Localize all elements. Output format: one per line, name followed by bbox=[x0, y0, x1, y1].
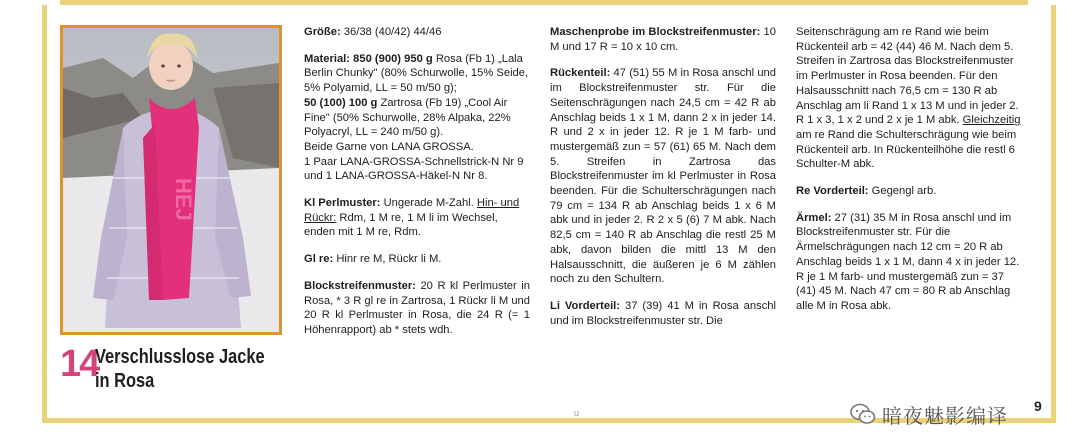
wechat-icon bbox=[850, 403, 876, 425]
pattern-title-line2: in Rosa bbox=[95, 370, 155, 392]
left-front-paragraph: Li Vorderteil: 37 (39) 41 M in Rosa anschl und im Blockstreifenmuster str. Die bbox=[550, 299, 777, 327]
watermark-text: 暗夜魅影编译 bbox=[882, 403, 1008, 428]
text-column-2 bbox=[550, 25, 776, 340]
text-column-3 bbox=[796, 25, 1022, 326]
perl-pattern-paragraph: Kl Perlmuster: Ungerade M-Zahl. Hin- und Rückr: Rdm, 1 M re, 1 M li im Wechsel, enden mit 1 M re, Rdm. bbox=[304, 197, 520, 239]
block-stripe-paragraph: Blockstreifenmuster: 20 R kl Perlmuster in Rosa, * 3 R gl re in Zartrosa, 1 Rückr li M und 20 R kl Perlmuster in Rosa, die 24 R (= 1 Höhenrapport) ab * stets wdh. bbox=[304, 279, 530, 336]
material-paragraph: Material: 850 (900) 950 g Rosa (Fb 1) „Lala Berlin Chunky" (80% Schurwolle, 15% Seide, 5% Polyamid, LL = 50 m/50 g); 50 (100) 100 g Zartrosa (Fb 19) „Cool Air Fine" (50% Schurwolle, 28% Alpaka, 22% Polyacryl, LL = 240 m/50 g). Beide Garne von LANA GROSSA. 1 Paar LANA-GROSSA-Schnellstrick-N Nr 9 und 1 LANA-GROSSA-Häkel-N Nr 8. bbox=[304, 52, 529, 183]
text-column-1 bbox=[304, 25, 530, 350]
model-photo bbox=[60, 25, 282, 335]
pattern-title-line1: Verschlusslose Jacke bbox=[95, 346, 265, 368]
pattern-number: 14 bbox=[60, 343, 99, 385]
gauge-paragraph: Maschenprobe im Blockstreifenmuster: 10 M und 17 R = 10 x 10 cm. bbox=[550, 26, 776, 53]
left-front-continued-paragraph: Seitenschrägung am re Rand wie beim Rückenteil arb = 42 (44) 46 M. Nach dem 5. Streifen in Zartrosa das Blockstreifenmuster im Perlmuster in Rosa beenden. Für den Halsausschnitt nach 76,5 cm = 130 R ab Anschlag am li Rand 1 x 13 M und in jeder 2. R 1 x 3, 1 x 2 und 2 x je 1 M abk. Gleichzeitig am re Rand die Schulterschrägung wie beim Rückenteil arb. In Rückenteilhöhe die restl 6 Schulter-M abk. bbox=[796, 26, 1021, 171]
sleeve-paragraph: Ärmel: 27 (31) 35 M in Rosa anschl und im Blockstreifenmuster str. Für die Ärmelschrägungen nach 12 cm = 20 R ab Anschlag beids 1 x 1 M, dann 4 x in jeder 12. R je 1 M farb- und mustergemäß zun = 37 (41) 45 M. Nach 47 cm = 80 R ab Anschlag alle M in Rosa abk. bbox=[796, 211, 1020, 312]
back-piece-paragraph: Rückenteil: 47 (51) 55 M in Rosa anschl und im Blockstreifenmuster str. Für die Seitenschrägungen nach 24,5 cm = 42 R ab Anschlag beids 1 x 1 M, dann 2 x in jeder 14. R und 2 x in jeder 12. R je 1 M farb- und mustergemäß zun = 57 (61) 65 M. Nach dem 5. Streifen in Zartrosa das Blockstreifenmuster im kl Perlmuster in Rosa beenden. Für die Schulterschrägungen nach 79 cm = 134 R ab Anschlag beids 1 x 6 M abk und in jeder 2. R 2 x 5 (6) 7 M abk. Nach 82,5 cm = 140 R ab Anschlag die restl 25 M abk, davon bilden die mittl 13 M den Halsausschnitt, die äußeren je 6 M zählen noch zu den Schultern. bbox=[550, 67, 776, 286]
right-front-paragraph: Re Vorderteil: Gegengl arb. bbox=[796, 185, 937, 198]
stockinette-paragraph: Gl re: Hinr re M, Rückr li M. bbox=[304, 253, 442, 266]
size-paragraph: Größe: 36/38 (40/42) 44/46 bbox=[304, 26, 442, 38]
watermark bbox=[850, 398, 1055, 430]
page-number: 9 bbox=[1034, 398, 1042, 414]
stray-mark: u bbox=[574, 408, 580, 418]
scarf-lettering: HEJ bbox=[171, 178, 196, 221]
pattern-title bbox=[95, 345, 265, 393]
